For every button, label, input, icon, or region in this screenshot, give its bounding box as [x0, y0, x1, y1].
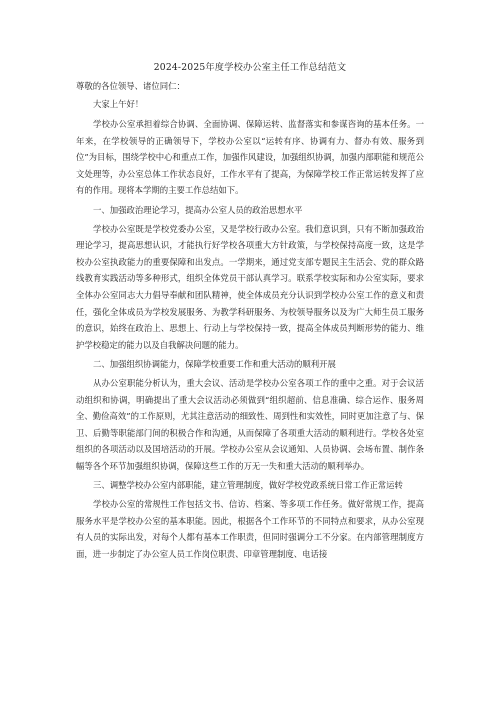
section-2-body: 从办公室职能分析认为，重大会议、活动是学校办公室各项工作的重中之重。对于会议活动组织和协调，明确提出了重大会议活动必须做到“组织超前、信息准确、综合运作、服务周全、勤俭高效”的工作原则，尤其注意活动的细致性、周到性和实效性，同时更加注意了与、保卫、后勤等职能部门间的积极合作和沟通，从而保障了各项重大活动的顺利进行。学校各处室组织的各项活动以及国培活动的开展。学校办公室从会议通知、人员协调、会场布置、制作条幅等各个环节加强组织协调，保障这些工作的万无一失和重大活动的顺利举办。: [76, 377, 424, 471]
section-1-heading: 一、加强政治理论学习，提高办公室人员的政治思想水平: [93, 204, 303, 215]
section-2-heading: 二、加强组织协调能力，保障学校重要工作和重大活动的顺利开展: [93, 359, 336, 370]
section-3-heading: 三、调整学校办公室内部职能，建立管理制度，做好学校党政系统日常工作正常运转: [93, 480, 403, 491]
document-title: 2024-2025年度学校办公室主任工作总结范文: [153, 62, 347, 73]
section-3-body: 学校办公室的常规性工作包括文书、信访、档案、等多项工作任务。做好常规工作，提高服务水平是学校办公室的基本职能。因此，根据各个工作环节的不同特点和要求，从办公室现有人员的实际出发，对每个人都有基本工作职责，但同时强调分工不分家。在内部管理制度方面，进一步制定了办公室人员工作岗位职责、印章管理制度、电话接: [76, 499, 424, 559]
salutation: 尊敬的各位领导、诸位同仁：: [76, 81, 185, 91]
intro-paragraph: 学校办公室承担着综合协调、全面协调、保障运转、监督落实和参谋咨询的基本任务。一年来，在学校领导的正确领导下，学校办公室以“运转有序、协调有力、督办有效、服务到位”为目标，围绕学校中心和重点工作，加强作风建设，加强组织协调，加强内部职能和规范公文处理等，办公室总体工作状态良好，工作水平有了提高，为保障学校工作正常运转发挥了应有的作用。现将本学期的主要工作总结如下。: [76, 119, 424, 196]
section-1-body: 学校办公室既是学校党委办公室，又是学校行政办公室。我们意识到，只有不断加强政治理论学习，提高思想认识，才能执行好学校各项重大方针政策，与学校保持高度一致，这是学校办公室执政能力的重要保障和出发点。一学期来，通过党支部专题民主生活会、党的群众路线教育实践活动等多种形式，组织全体党员干部认真学习。联系学校实际和办公室实际，要求全体办公室同志大力倡导奉献和团队精神，使全体成员充分认识到学校办公室工作的意义和责任，强化全体成员为学校发展服务、为教学科研服务、为校领导服务以及为广大师生员工服务的意识，始终在政治上、思想上、行动上与学校保持一致，提高全体成员判断形势的能力、维护学校稳定的能力以及自我解决问题的能力。: [76, 223, 424, 350]
greeting: 大家上午好！: [93, 99, 144, 109]
document-page: [76, 60, 424, 562]
